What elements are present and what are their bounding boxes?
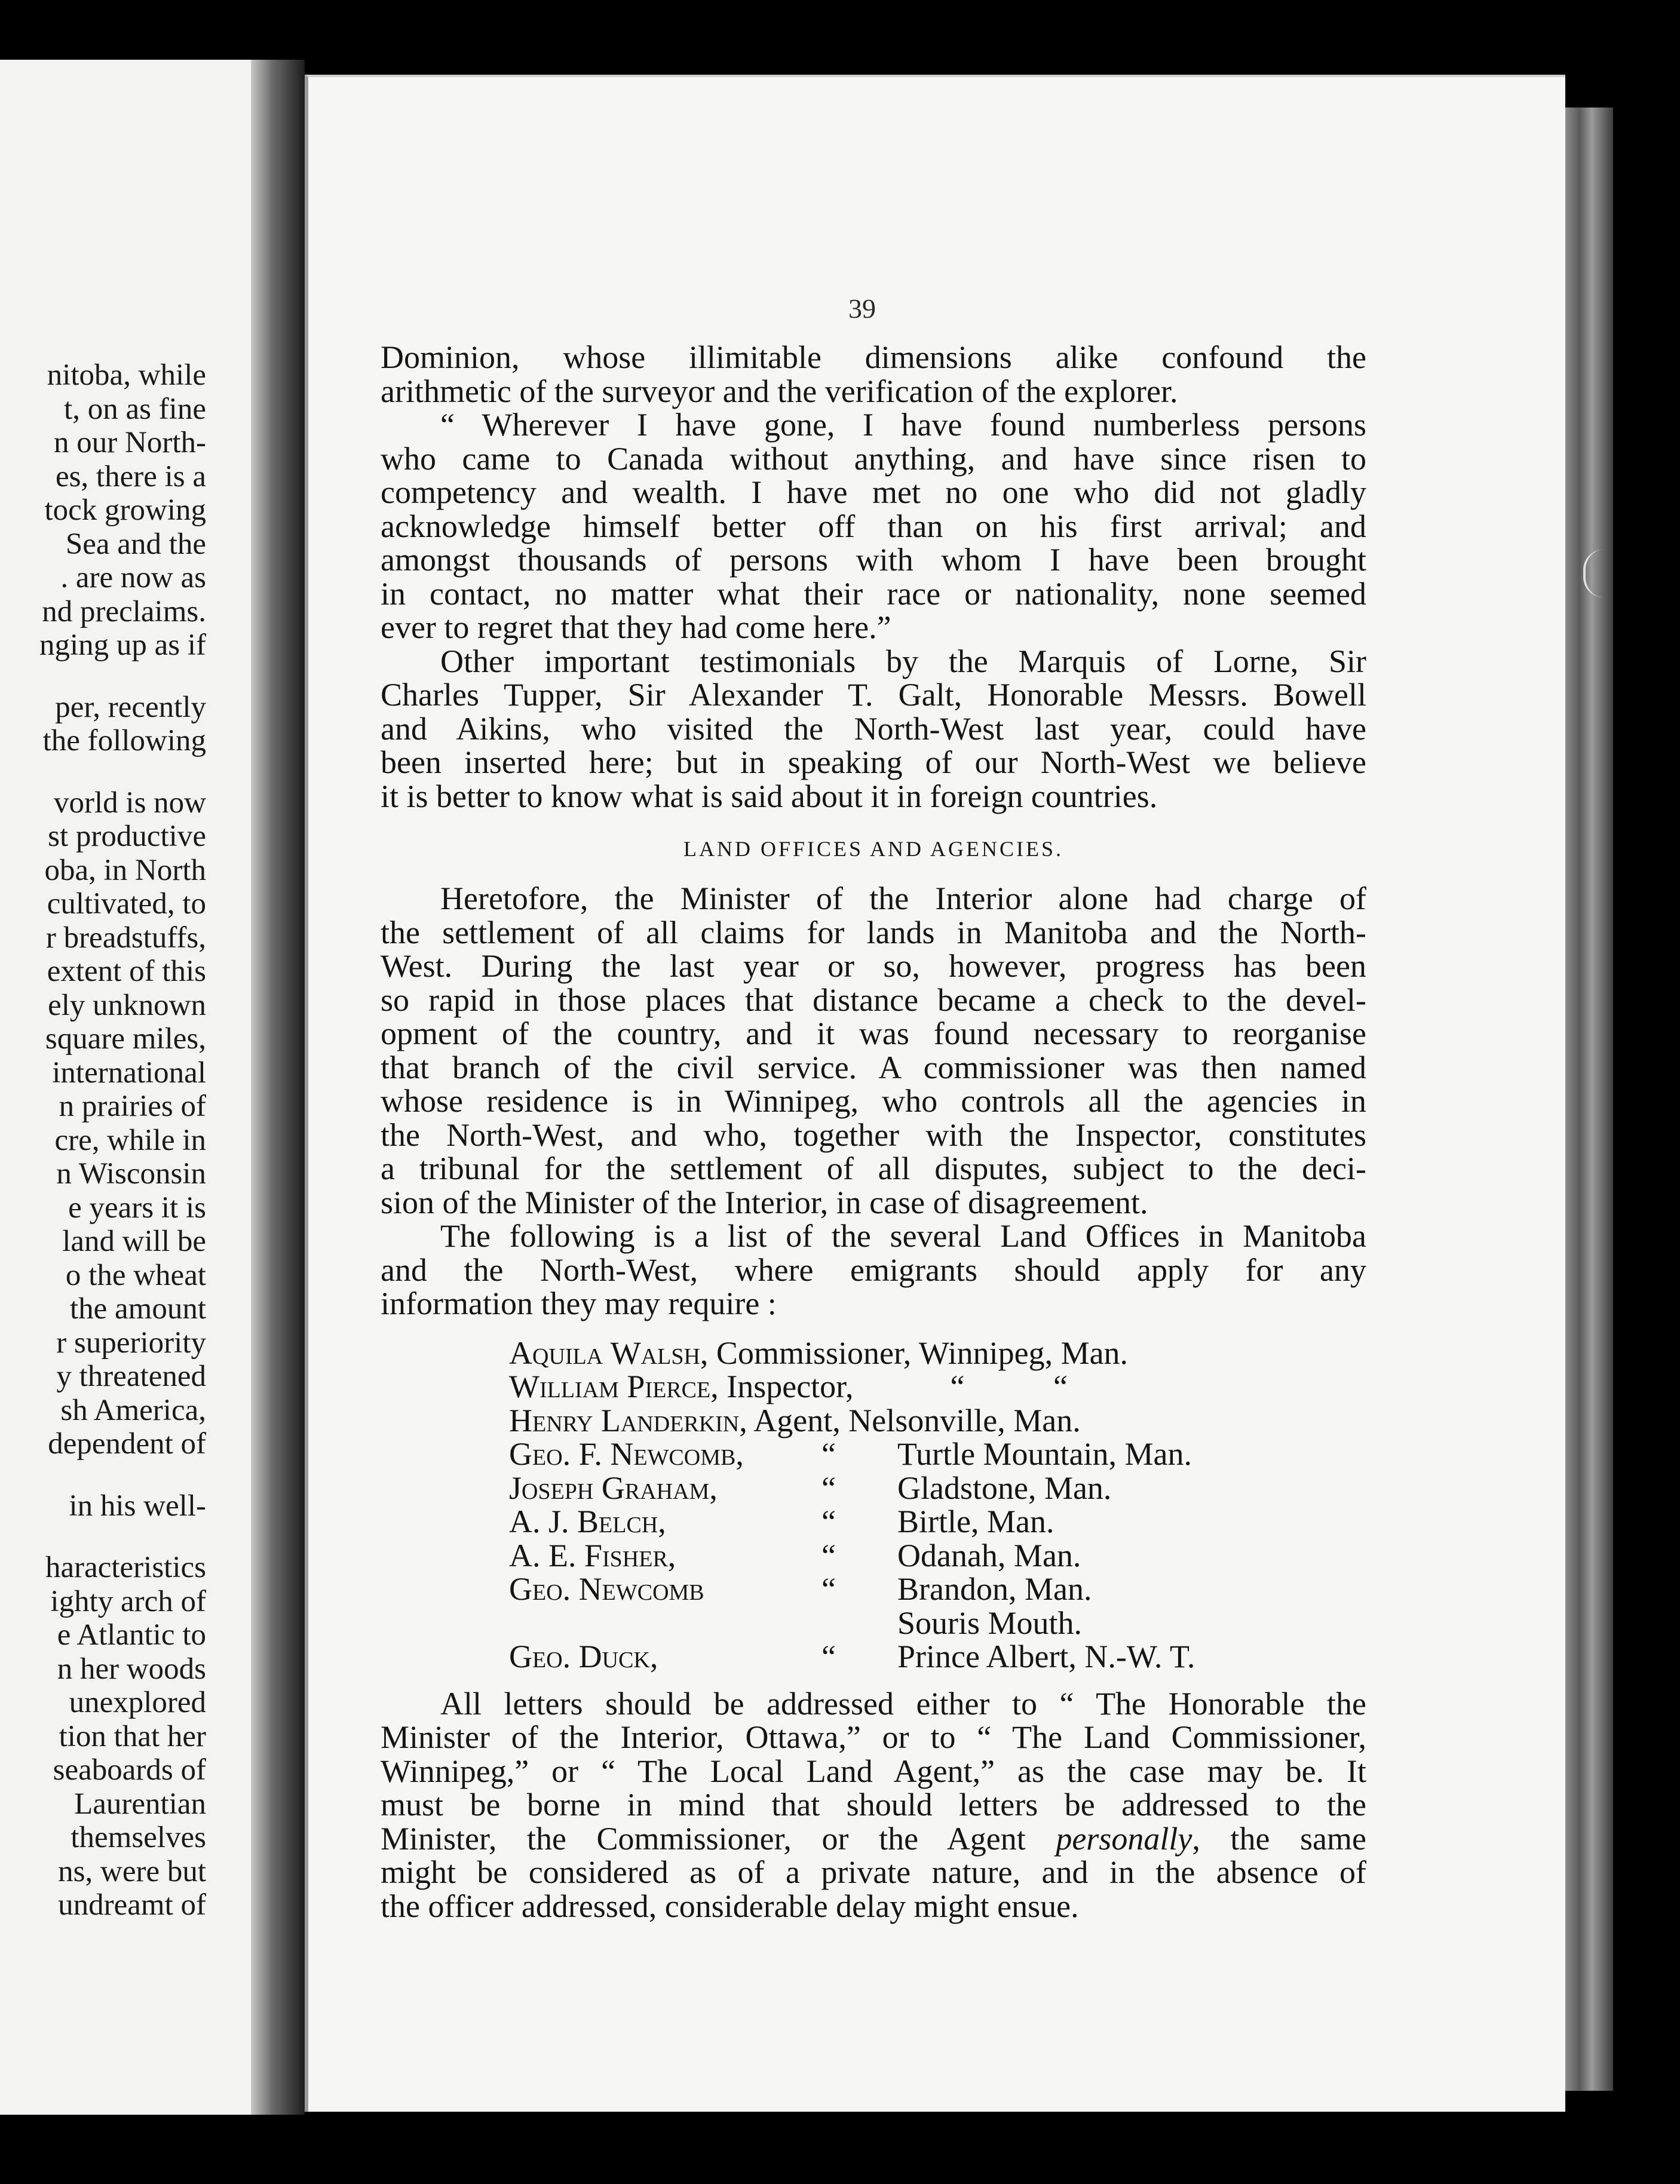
- left-line: oba, in North: [44, 853, 206, 887]
- text-line: that branch of the civil service. A commissioner was then named: [381, 1049, 1366, 1085]
- text-line: a tribunal for the settlement of all disputes, subject to the deci-: [381, 1151, 1366, 1186]
- left-line: the following: [42, 724, 206, 757]
- ditto-mark: “: [821, 1537, 836, 1573]
- text-line: West. During the last year or so, however, progress has been: [381, 948, 1366, 984]
- text-line: whose residence is in Winnipeg, who controls all the agencies in: [381, 1083, 1366, 1119]
- text-line: it is better to know what is said about it in foreign countries.: [381, 778, 1158, 814]
- left-line: land will be: [62, 1225, 206, 1258]
- paragraph-following: [381, 1219, 1366, 1321]
- left-line: t, on as fine: [64, 392, 206, 426]
- agent-row: [509, 1505, 1366, 1539]
- closing-line: Winnipeg,” or “ The Local Land Agent,” as the case may be. It: [381, 1753, 1366, 1789]
- left-line: e years it is: [68, 1191, 206, 1225]
- agent-row: [509, 1404, 1366, 1438]
- closing-line: Minister of the Interior, Ottawa,” or to “ The Land Commissioner,: [381, 1719, 1366, 1755]
- text-line: Charles Tupper, Sir Alexander T. Galt, Honorable Messrs. Bowell: [381, 677, 1366, 713]
- agent-place: Brandon, Man.: [897, 1571, 1092, 1607]
- agent-row: [509, 1336, 1366, 1370]
- left-line: dependent of: [48, 1427, 206, 1461]
- left-line: ely unknown: [48, 988, 206, 1022]
- left-line: extent of this: [47, 955, 206, 988]
- left-line: themselves: [70, 1821, 206, 1854]
- left-line: r superiority: [56, 1326, 206, 1360]
- left-line: n her woods: [57, 1652, 206, 1686]
- left-line: nitoba, while: [47, 358, 206, 392]
- agent-role: Inspector, “ “: [718, 1369, 1068, 1404]
- page-content: [381, 299, 1366, 1923]
- agent-row: [509, 1640, 1366, 1674]
- section-heading: LAND OFFICES AND AGENCIES.: [683, 837, 1064, 861]
- left-line: st productive: [48, 820, 206, 853]
- agent-name: Joseph Graham,: [509, 1470, 718, 1506]
- closing-text: , the same: [1192, 1820, 1366, 1857]
- agent-role: Commissioner, Winnipeg, Man.: [708, 1335, 1129, 1371]
- text-line: information they may require :: [381, 1286, 777, 1321]
- text-line: and the North-West, where emigrants should apply for any: [381, 1251, 1366, 1288]
- edge-mark-icon: [1583, 550, 1604, 597]
- left-line: r breadstuffs,: [45, 921, 206, 955]
- closing-line: might be considered as of a private nature, and in the absence of: [381, 1854, 1366, 1890]
- agent-place: Prince Albert, N.-W. T.: [897, 1639, 1195, 1674]
- left-line: Laurentian: [74, 1787, 206, 1821]
- agent-row: [509, 1471, 1366, 1505]
- left-line: square miles,: [45, 1022, 206, 1056]
- text-line: Heretofore, the Minister of the Interior alone had charge of: [440, 881, 1366, 916]
- text-line: The following is a list of the several Land Offices in Manitoba: [440, 1218, 1366, 1254]
- left-line: ns, were but: [58, 1854, 206, 1888]
- agent-name: Aquila Walsh,: [509, 1335, 709, 1371]
- closing-line: the officer addressed, considerable delay might ensue.: [381, 1888, 1079, 1924]
- agent-name: Henry Landerkin,: [509, 1402, 747, 1438]
- left-line: international: [52, 1056, 206, 1090]
- closing-italic: personally: [1056, 1820, 1192, 1857]
- left-line: seaboards of: [53, 1753, 206, 1787]
- agent-row: [509, 1539, 1366, 1573]
- text-line: and Aikins, who visited the North-West last year, could have: [381, 710, 1366, 747]
- agents-list: [509, 1336, 1366, 1674]
- text-line: sion of the Minister of the Interior, in case of disagreement.: [381, 1184, 1148, 1220]
- agent-place: Souris Mouth.: [897, 1605, 1083, 1641]
- agent-entry: [509, 1336, 1128, 1370]
- agent-name: [509, 1606, 760, 1640]
- agent-name: Geo. F. Newcomb,: [509, 1436, 744, 1472]
- agent-place: Odanah, Man.: [897, 1537, 1081, 1573]
- agent-row: [509, 1437, 1366, 1471]
- left-line: nd preclaims.: [42, 594, 206, 628]
- left-line: sh America,: [60, 1393, 206, 1427]
- text-line: acknowledge himself better off than on his first arrival; and: [381, 508, 1366, 544]
- ditto-mark: “: [821, 1504, 836, 1539]
- agent-row: [509, 1572, 1366, 1606]
- paragraph-heretofore: [381, 882, 1366, 1219]
- text-line: competency and wealth. I have met no one who did not gladly: [381, 474, 1366, 510]
- agent-name: Geo. Duck,: [509, 1639, 658, 1674]
- left-line: nging up as if: [39, 628, 206, 662]
- left-line: o the wheat: [65, 1258, 206, 1292]
- closing-line: [381, 1822, 1366, 1856]
- left-line: n our North-: [54, 426, 206, 459]
- paragraph-quote: [381, 408, 1366, 645]
- left-line: cre, while in: [54, 1123, 206, 1157]
- agent-name: A. J. Belch,: [509, 1504, 666, 1539]
- ditto-mark: “: [821, 1571, 836, 1607]
- left-line: es, there is a: [55, 459, 206, 493]
- closing-text: Minister, the Commissioner, or the Agent: [381, 1820, 1056, 1857]
- left-line-gap: [0, 662, 206, 691]
- paragraph-testimonials: [381, 645, 1366, 814]
- text-line: Other important testimonials by the Marquis of Lorne, Sir: [440, 643, 1366, 679]
- left-line: in his well-: [69, 1489, 206, 1523]
- left-line: Sea and the: [65, 527, 206, 561]
- left-page: [0, 60, 272, 2115]
- left-line: tock growing: [44, 493, 206, 527]
- text-line: arithmetic of the surveyor and the verification of the explorer.: [381, 373, 1178, 409]
- text-line: been inserted here; but in speaking of our North-West we believe: [381, 744, 1366, 780]
- ditto-mark: “: [821, 1639, 836, 1674]
- left-line: n prairies of: [59, 1090, 206, 1123]
- ditto-mark: “: [821, 1436, 836, 1472]
- ditto-mark: “: [821, 1470, 836, 1506]
- agent-role: Agent, Nelsonville, Man.: [747, 1402, 1081, 1438]
- agent-name: A. E. Fisher,: [509, 1537, 676, 1573]
- left-line: n Wisconsin: [56, 1157, 206, 1191]
- text-line: who came to Canada without anything, and have since risen to: [381, 440, 1366, 477]
- text-line: ever to regret that they had come here.”: [381, 609, 891, 645]
- closing-line: must be borne in mind that should letters be addressed to the: [381, 1787, 1366, 1823]
- left-line: tion that her: [59, 1719, 206, 1753]
- left-line: the amount: [69, 1292, 206, 1326]
- agent-name: William Pierce,: [509, 1369, 719, 1404]
- page-edge: [1565, 108, 1613, 2091]
- left-line: . are now as: [60, 561, 206, 594]
- left-line: vorld is now: [54, 786, 206, 820]
- page-number: 39: [848, 293, 876, 324]
- agent-entry: [509, 1370, 1068, 1404]
- agent-place: Turtle Mountain, Man.: [897, 1436, 1192, 1472]
- agent-name: Geo. Newcomb: [509, 1571, 704, 1607]
- left-line: ighty arch of: [50, 1584, 206, 1618]
- book-gutter: [251, 60, 305, 2115]
- text-line: so rapid in those places that distance became a check to the devel-: [381, 981, 1366, 1018]
- left-line: unexplored: [69, 1686, 206, 1719]
- left-line: undreamt of: [58, 1888, 206, 1922]
- left-page-text: [0, 358, 206, 1922]
- agent-place: Birtle, Man.: [897, 1504, 1054, 1539]
- text-line: in contact, no matter what their race or nationality, none seemed: [381, 575, 1366, 612]
- left-line-gap: [0, 758, 206, 786]
- left-line: y threatened: [56, 1360, 206, 1393]
- text-line: opment of the country, and it was found necessary to reorganise: [381, 1016, 1366, 1051]
- text-line: the settlement of all claims for lands in Manitoba and the North-: [381, 914, 1366, 950]
- left-line: haracteristics: [45, 1551, 206, 1584]
- text-line: the North-West, and who, together with the Inspector, constitutes: [381, 1116, 1366, 1153]
- text-line: amongst thousands of persons with whom I have been brought: [381, 542, 1366, 578]
- agent-entry: [509, 1404, 1081, 1438]
- agent-row: [509, 1370, 1366, 1404]
- paragraph-letters: [381, 1687, 1366, 1924]
- left-line-gap: [0, 1461, 206, 1489]
- closing-line: All letters should be addressed either to “ The Honorable the: [440, 1685, 1366, 1722]
- ditto-mark: [760, 1606, 897, 1640]
- text-line: Dominion, whose illimitable dimensions alike confound the: [381, 339, 1366, 375]
- agent-place: Gladstone, Man.: [897, 1470, 1112, 1506]
- left-line: per, recently: [55, 690, 206, 724]
- paragraph-dominion: [381, 341, 1366, 408]
- left-line: e Atlantic to: [57, 1618, 206, 1652]
- left-line: cultivated, to: [47, 887, 206, 921]
- left-line-gap: [0, 1523, 206, 1551]
- text-line: “ Wherever I have gone, I have found numberless persons: [440, 407, 1366, 443]
- agent-row: [509, 1606, 1366, 1640]
